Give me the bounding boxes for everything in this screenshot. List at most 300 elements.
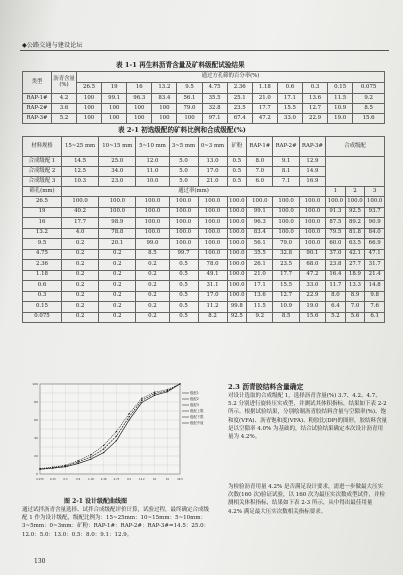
table2-cell: 100.0 bbox=[227, 218, 247, 229]
table2-cell: 17.0 bbox=[198, 167, 227, 177]
table2-cell: 21.0 bbox=[247, 270, 273, 281]
table2-cell: 17.7 bbox=[273, 270, 299, 281]
table2-cell: 12.5 bbox=[62, 167, 99, 177]
gradation-chart bbox=[26, 376, 212, 492]
table2-cell: 100.0 bbox=[227, 270, 247, 281]
table1-cell: 15.6 bbox=[353, 114, 385, 124]
table2-sieve: 4.75 bbox=[23, 249, 62, 260]
chart-point bbox=[90, 456, 91, 457]
table2-cell: 17.1 bbox=[247, 281, 273, 292]
table2-cell: 47.2 bbox=[299, 270, 325, 281]
table2-col-header: 3~5 mm bbox=[169, 137, 198, 157]
chart-x-tick-label: 2.36 bbox=[100, 478, 107, 481]
table2-col-header: RAP-1# bbox=[247, 137, 273, 157]
table2-cell: 0.2 bbox=[136, 312, 169, 323]
table2-data-row bbox=[23, 207, 385, 218]
table2-cell: 32.8 bbox=[273, 249, 299, 260]
table2-cell: 79.5 bbox=[326, 228, 346, 239]
table2-cell: 100.0 bbox=[273, 218, 299, 229]
table2-col-header: 15~25 mm bbox=[62, 137, 99, 157]
table2-cell: 0.5 bbox=[227, 177, 247, 187]
table1-sieve-header: 1.18 bbox=[252, 83, 277, 94]
table1-cell: 100 bbox=[77, 94, 102, 104]
table2 bbox=[22, 136, 385, 323]
table2-cell: 23.5 bbox=[273, 260, 299, 271]
table2-cell: 100.0 bbox=[299, 239, 325, 250]
table2-data-row bbox=[23, 228, 385, 239]
table2-col-header: RAP-2# bbox=[273, 137, 299, 157]
table2-cell: 66.9 bbox=[365, 239, 385, 250]
table2-data-row bbox=[23, 239, 385, 250]
table2-cell: 56.1 bbox=[247, 239, 273, 250]
table2-cell: 31.1 bbox=[198, 281, 227, 292]
table2-cell: 12.7 bbox=[273, 291, 299, 302]
table2-cell: 0.2 bbox=[99, 260, 136, 271]
table2-cell: 100.0 bbox=[99, 207, 136, 218]
page-number: 130 bbox=[34, 558, 46, 565]
right-paragraph-2: 为检验沥青用量 4.2% 是否满足设计要求，需进一步做最大压实次数(160 次)验证试验，以 160 次为最压实次数成型试件，并检测相关体积指标，结果如下表 2-3 所示，从中得出最佳用量 4.2% 满足最大压实次数相关指标要求。 bbox=[228, 484, 386, 515]
table2-cell: 21.0 bbox=[198, 177, 227, 187]
table1-cell: 99.1 bbox=[102, 94, 127, 104]
table2-cell: 0.2 bbox=[136, 302, 169, 313]
table2-synth-index: 3 bbox=[365, 187, 385, 197]
chart-y-tick-label: 0 bbox=[36, 472, 38, 476]
table2-cell: 0.5 bbox=[169, 302, 198, 313]
table2-cell: 14.9 bbox=[299, 167, 325, 177]
table2-cell: 5.0 bbox=[169, 157, 198, 167]
table1-cell: 100 bbox=[102, 104, 127, 114]
table1-cell: 17.1 bbox=[277, 94, 302, 104]
table2-cell: 99.0 bbox=[136, 239, 169, 250]
table2-cell: 8.1 bbox=[273, 167, 299, 177]
table2-cell: 7.1 bbox=[273, 177, 299, 187]
chart-point bbox=[116, 435, 117, 436]
table2-blank bbox=[326, 157, 385, 187]
table2-sieve: 19 bbox=[23, 207, 62, 218]
table2-col-header: RAP-3# bbox=[299, 137, 325, 157]
table2-cell: 99.8 bbox=[227, 302, 247, 313]
table2-cell: 100.0 bbox=[169, 239, 198, 250]
table2-cell: 100.0 bbox=[169, 197, 198, 208]
table1-cell: 56.1 bbox=[177, 94, 202, 104]
table1-cell: 32.8 bbox=[202, 104, 227, 114]
chart-point bbox=[65, 464, 66, 465]
table2-cell: 8.9 bbox=[345, 291, 365, 302]
table1 bbox=[22, 71, 385, 124]
table1-cell: 25.1 bbox=[227, 94, 252, 104]
chart-point bbox=[167, 389, 168, 390]
table2-sieve: 2.36 bbox=[23, 260, 62, 271]
chart-x-tick-label: 0.6 bbox=[76, 478, 81, 481]
table2-cell: 10.3 bbox=[62, 177, 99, 187]
table2-cell: 11.2 bbox=[198, 302, 227, 313]
table2-cell: 0.2 bbox=[62, 270, 99, 281]
table1-sieve-header: 2.36 bbox=[227, 83, 252, 94]
table2-cell: 100.0 bbox=[136, 228, 169, 239]
table1-cell: 100 bbox=[127, 114, 152, 124]
table2-cell: 100.0 bbox=[299, 197, 325, 208]
chart-legend-label: 级配1 bbox=[190, 391, 199, 395]
journal-header: ◆公路交通与建设论坛 bbox=[22, 42, 83, 49]
table2-cell: 34.0 bbox=[99, 167, 136, 177]
table2-cell: 90.9 bbox=[365, 218, 385, 229]
table2-sieve: 26.5 bbox=[23, 197, 62, 208]
table2-cell: 21.4 bbox=[365, 270, 385, 281]
table2-cell: 100.0 bbox=[62, 197, 99, 208]
table2-cell: 100.0 bbox=[99, 197, 136, 208]
table2-cell: 99.7 bbox=[169, 249, 198, 260]
table2-cell: 5.0 bbox=[169, 177, 198, 187]
table2-cell: 93.7 bbox=[365, 207, 385, 218]
chart-x-tick-label: 0.15 bbox=[49, 478, 56, 481]
table2-cell: 0.5 bbox=[169, 270, 198, 281]
table2-cell: 22.9 bbox=[299, 291, 325, 302]
table2-cell: 14.5 bbox=[62, 157, 99, 167]
left-paragraph: 通过试拌沥青含量选择、试拌合成级配评价计算，试验过程，最终确定合成级配 1 作为设计级配，级配比例为：15~25mm：10~15mm：5~10mm：3~5mm：0~3mm：矿粉：RAP-1#：RAP-2#：RAP-3#=14.5：25.0：12.0：5.0：13.0：0.5：8.0：9.1：12.9。 bbox=[22, 507, 210, 538]
table2-cell: 7.0 bbox=[345, 302, 365, 313]
table1-sieve-header: 0.3 bbox=[302, 83, 327, 94]
table2-cell: 0.2 bbox=[62, 312, 99, 323]
table2-cell: 100.0 bbox=[365, 197, 385, 208]
chart-point bbox=[128, 416, 129, 417]
table2-cell: 100.0 bbox=[247, 197, 273, 208]
table2-sieve: 0.6 bbox=[23, 281, 62, 292]
table2-cell: 5.0 bbox=[169, 167, 198, 177]
table2-col-header: 5~10 mm bbox=[136, 137, 169, 157]
table2-cell: 96.3 bbox=[247, 218, 273, 229]
table2-cell: 16.4 bbox=[326, 270, 346, 281]
table2-cell: 49.1 bbox=[198, 270, 227, 281]
chart-legend-label: 级配中值 bbox=[190, 421, 204, 425]
table2-cell: 100.0 bbox=[169, 218, 198, 229]
table2-cell: 8.0 bbox=[326, 291, 346, 302]
chart-point bbox=[154, 395, 155, 396]
chart-point bbox=[77, 461, 78, 462]
table2-cell: 0.2 bbox=[136, 291, 169, 302]
table2-cell: 0.2 bbox=[136, 281, 169, 292]
table1-cell: 47.2 bbox=[252, 114, 277, 124]
right-paragraph-1: 对设计选取的合成级配 1，选择沥青含量(%) 3.7、4.2、4.7、5.2 分别进行旋转压实成型，并测试其体积指标，结果如下表 2-2 所示。根据试验结果，分别绘制沥青胶结料含量与空隙率(%)、饱和度(VFA)、沥青饱和度(VFA)、粉胶比(DP)的图形，胶结料含量是以空隙率 4.0% 为基础的，结合试验结果确定本次设计沥青用量为 4.2%。 bbox=[228, 393, 388, 441]
table2-cell: 6.1 bbox=[365, 312, 385, 323]
table2-pass-label: 通过率(mm) bbox=[62, 187, 326, 197]
chart-x-tick-label: 1.18 bbox=[88, 478, 94, 481]
table2-cell: 100.0 bbox=[227, 291, 247, 302]
table2-cell: 100.0 bbox=[299, 218, 325, 229]
table2-cell: 27.7 bbox=[345, 260, 365, 271]
table2-cell: 0.2 bbox=[99, 312, 136, 323]
table1-cell: 23.5 bbox=[227, 104, 252, 114]
table1-cell: 100 bbox=[152, 114, 177, 124]
table2-cell: 0.2 bbox=[62, 291, 99, 302]
chart-point bbox=[103, 445, 104, 446]
chart-x-tick-label: 13.2 bbox=[138, 478, 145, 481]
table2-cell: 0.5 bbox=[169, 260, 198, 271]
table1-row bbox=[23, 114, 385, 124]
chart-point bbox=[103, 448, 104, 449]
table2-cell: 8.2 bbox=[198, 312, 227, 323]
table2-sieve: 0.3 bbox=[23, 291, 62, 302]
table2-cell: 0.5 bbox=[227, 157, 247, 167]
table2-cell: 60.0 bbox=[326, 239, 346, 250]
table2-cell: 100.0 bbox=[198, 228, 227, 239]
table2-cell: 9.8 bbox=[365, 291, 385, 302]
table2-cell: 25.0 bbox=[99, 157, 136, 167]
table2-data-row bbox=[23, 291, 385, 302]
table1-cell: 22.9 bbox=[302, 114, 327, 124]
table1-row-name: RAP-3# bbox=[23, 114, 52, 124]
table2-cell: 13.0 bbox=[198, 157, 227, 167]
table2-cell: 14.8 bbox=[365, 281, 385, 292]
chart-x-tick-label: 0.075 bbox=[36, 478, 44, 481]
table2-cell: 31.7 bbox=[365, 260, 385, 271]
table1-cell: 100 bbox=[127, 104, 152, 114]
figure-caption: 图 2-1 设计级配曲线图 bbox=[64, 498, 128, 505]
table2-cell: 0.5 bbox=[169, 281, 198, 292]
table2-cell: 100.0 bbox=[326, 197, 346, 208]
table2-cell: 100.0 bbox=[198, 197, 227, 208]
table2-cell: 7.6 bbox=[365, 302, 385, 313]
table2-data-row bbox=[23, 218, 385, 229]
table1-cell: 100 bbox=[102, 114, 127, 124]
table2-cell: 100.0 bbox=[198, 218, 227, 229]
chart-x-tick-label: 4.75 bbox=[113, 478, 120, 481]
table2-cell: 81.8 bbox=[345, 228, 365, 239]
table2-pass-label-row bbox=[23, 187, 385, 197]
table2-cell: 8.0 bbox=[247, 157, 273, 167]
table2-cell: 90.1 bbox=[299, 249, 325, 260]
table1-row-name: RAP-1# bbox=[23, 94, 52, 104]
table1-cell: 79.0 bbox=[177, 104, 202, 114]
table1-cell: 17.7 bbox=[252, 104, 277, 114]
table2-cell: 100.0 bbox=[227, 260, 247, 271]
table2-cell: 8.5 bbox=[273, 312, 299, 323]
table1-row bbox=[23, 104, 385, 114]
table2-cell: 5.6 bbox=[345, 312, 365, 323]
table2-cell: 0.2 bbox=[99, 302, 136, 313]
table2-cell: 100.0 bbox=[136, 218, 169, 229]
table2-cell: 100.0 bbox=[273, 207, 299, 218]
table2-mix-row bbox=[23, 157, 385, 167]
table1-cell: 100 bbox=[77, 114, 102, 124]
table2-caption: 表 2-1 初选级配的矿料比例和合成级配(%) bbox=[118, 126, 246, 134]
chart-point bbox=[77, 460, 78, 461]
chart-y-tick-label: 80 bbox=[34, 400, 38, 404]
table2-cell: 37.0 bbox=[326, 249, 346, 260]
table2-cell: 100.0 bbox=[299, 228, 325, 239]
chart-point bbox=[103, 452, 104, 453]
table2-head-synth: 合成级配 bbox=[326, 137, 385, 157]
table2-cell: 6.4 bbox=[326, 302, 346, 313]
table2-row-name: 合成级配 3 bbox=[23, 177, 62, 187]
table1-caption: 表 1-1 再生料沥青含量及矿料级配试验结果 bbox=[116, 61, 245, 69]
table2-cell: 100.0 bbox=[136, 207, 169, 218]
chart-legend-label: 级配3 bbox=[190, 403, 199, 407]
chart-point bbox=[116, 440, 117, 441]
table2-data-row bbox=[23, 197, 385, 208]
chart-legend-label: 级配上限 bbox=[190, 409, 204, 413]
table2-cell: 99.1 bbox=[247, 207, 273, 218]
table1-sieve-header: 13.2 bbox=[152, 83, 177, 94]
table2-row-name: 合成级配 2 bbox=[23, 167, 62, 177]
table2-cell: 0.2 bbox=[62, 260, 99, 271]
table1-cell: 35.5 bbox=[202, 94, 227, 104]
chart-point bbox=[128, 413, 129, 414]
table1-sieve-header: 16 bbox=[127, 83, 152, 94]
table2-cell: 33.0 bbox=[299, 281, 325, 292]
table2-data-row bbox=[23, 281, 385, 292]
chart-point bbox=[141, 400, 142, 401]
table2-cell: 15.5 bbox=[273, 281, 299, 292]
table2-cell: 68.0 bbox=[299, 260, 325, 271]
table1-cell: 15.5 bbox=[277, 104, 302, 114]
table2-cell: 0.2 bbox=[62, 281, 99, 292]
table2-cell: 100.0 bbox=[169, 228, 198, 239]
table2-synth-index: 2 bbox=[345, 187, 365, 197]
table2-sieve: 0.075 bbox=[23, 312, 62, 323]
table2-cell: 8.5 bbox=[136, 249, 169, 260]
table2-cell: 40.2 bbox=[62, 207, 99, 218]
table2-data-row bbox=[23, 312, 385, 323]
table1-sieve-header: 26.5 bbox=[77, 83, 102, 94]
header-rule bbox=[20, 50, 389, 51]
table2-cell: 7.0 bbox=[247, 167, 273, 177]
table2-sieve: 0.15 bbox=[23, 302, 62, 313]
table2-cell: 47.1 bbox=[365, 249, 385, 260]
table1-cell: 12.7 bbox=[302, 104, 327, 114]
table2-cell: 17.0 bbox=[198, 291, 227, 302]
table2-cell: 11.0 bbox=[136, 167, 169, 177]
table1-sieve-header: 0.15 bbox=[328, 83, 353, 94]
table2-cell: 100.0 bbox=[227, 228, 247, 239]
table2-cell: 100.0 bbox=[169, 207, 198, 218]
table1-cell: 83.4 bbox=[152, 94, 177, 104]
table2-cell: 26.1 bbox=[247, 260, 273, 271]
table2-col-header: 0~3 mm bbox=[198, 137, 227, 157]
chart-x-tick-label: 19 bbox=[165, 478, 169, 481]
table1-cell: 4.2 bbox=[52, 94, 77, 104]
table2-sieve: 9.5 bbox=[23, 239, 62, 250]
table1-head-content: 沥青含量(%) bbox=[52, 72, 77, 94]
table2-cell: 100.0 bbox=[345, 197, 365, 208]
table1-cell: 13.6 bbox=[302, 94, 327, 104]
table2-sieve: 13.2 bbox=[23, 228, 62, 239]
table2-cell: 5.2 bbox=[326, 312, 346, 323]
table2-data-row bbox=[23, 249, 385, 260]
table1-cell: 19.0 bbox=[328, 114, 353, 124]
table2-cell: 78.0 bbox=[198, 260, 227, 271]
table2-cell: 42.1 bbox=[345, 249, 365, 260]
table2-cell: 100.0 bbox=[198, 207, 227, 218]
table2-cell: 0.2 bbox=[62, 249, 99, 260]
table2-cell: 100.0 bbox=[227, 239, 247, 250]
table2-cell: 9.1 bbox=[273, 157, 299, 167]
table2-cell: 0.5 bbox=[227, 167, 247, 177]
chart-x-tick-label: 16 bbox=[152, 478, 157, 481]
table2-cell: 35.5 bbox=[247, 249, 273, 260]
chart-y-tick-label: 60 bbox=[34, 418, 38, 422]
table1-row-name: RAP-2# bbox=[23, 104, 52, 114]
table2-cell: 13.6 bbox=[247, 291, 273, 302]
table1-cell: 3.6 bbox=[52, 104, 77, 114]
table2-cell: 23.0 bbox=[99, 177, 136, 187]
table2-cell: 89.2 bbox=[345, 218, 365, 229]
table2-cell: 16.9 bbox=[299, 177, 325, 187]
gradation-figure bbox=[26, 376, 212, 492]
chart-point bbox=[179, 383, 180, 384]
table2-cell: 9.2 bbox=[247, 312, 273, 323]
table1-cell: 9.2 bbox=[353, 94, 385, 104]
table2-cell: 0.2 bbox=[99, 291, 136, 302]
table2-cell: 0.2 bbox=[99, 249, 136, 260]
chart-point bbox=[90, 454, 91, 455]
table2-cell: 13.3 bbox=[345, 281, 365, 292]
table2-cell: 0.2 bbox=[136, 270, 169, 281]
table2-cell: 0.2 bbox=[136, 260, 169, 271]
table2-cell: 100.0 bbox=[299, 207, 325, 218]
table2-cell: 100.0 bbox=[198, 249, 227, 260]
table2-cell: 0.2 bbox=[62, 239, 99, 250]
table2-cell: 98.9 bbox=[99, 218, 136, 229]
chart-point bbox=[154, 391, 155, 392]
table1-sieve-header: 0.6 bbox=[277, 83, 302, 94]
table2-cell: 78.8 bbox=[99, 228, 136, 239]
table2-col-header: 矿粉 bbox=[227, 137, 247, 157]
table2-cell: 20.1 bbox=[99, 239, 136, 250]
table2-cell: 0.5 bbox=[169, 312, 198, 323]
table1-cell: 100 bbox=[152, 104, 177, 114]
chart-point bbox=[128, 419, 129, 420]
table1-cell: 100 bbox=[77, 104, 102, 114]
chart-x-tick-label: 9.5 bbox=[127, 478, 132, 481]
table2-cell: 100.0 bbox=[227, 197, 247, 208]
table1-sieve-header: 19 bbox=[102, 83, 127, 94]
chart-point bbox=[141, 402, 142, 403]
chart-legend-label: 级配2 bbox=[190, 397, 199, 401]
table2-cell: 11.7 bbox=[326, 281, 346, 292]
table1-cell: 21.0 bbox=[252, 94, 277, 104]
table1-cell: 97.1 bbox=[202, 114, 227, 124]
chart-point bbox=[52, 466, 53, 467]
chart-y-tick-label: 20 bbox=[34, 454, 38, 458]
table1-head-group: 通过方孔筛的百分率(%) bbox=[77, 72, 385, 83]
table2-cell: 6.0 bbox=[247, 177, 273, 187]
table2-cell: 15.6 bbox=[299, 312, 325, 323]
chart-y-tick-label: 40 bbox=[34, 436, 38, 440]
table1-sieve-header: 9.5 bbox=[177, 83, 202, 94]
table2-cell: 0.2 bbox=[99, 270, 136, 281]
chart-x-tick-label: 26.5 bbox=[177, 478, 183, 481]
section-title: 2.3 沥青胶结料含量确定 bbox=[228, 383, 304, 391]
table1-cell: 33.0 bbox=[277, 114, 302, 124]
table2-sieve-label: 筛孔(mm) bbox=[23, 187, 62, 197]
table2-cell: 79.0 bbox=[273, 239, 299, 250]
chart-point bbox=[141, 398, 142, 399]
table1-head-type: 类型 bbox=[23, 72, 52, 94]
table2-sieve: 16 bbox=[23, 218, 62, 229]
table2-cell: 100.0 bbox=[136, 197, 169, 208]
table2-cell: 91.3 bbox=[326, 207, 346, 218]
table2-cell: 23.8 bbox=[326, 260, 346, 271]
chart-point bbox=[90, 459, 91, 460]
table1-cell: 67.4 bbox=[227, 114, 252, 124]
table2-data-row bbox=[23, 270, 385, 281]
table2-cell: 100.0 bbox=[227, 249, 247, 260]
table1-cell: 100 bbox=[177, 114, 202, 124]
table2-cell: 87.5 bbox=[326, 218, 346, 229]
table2-cell: 63.5 bbox=[345, 239, 365, 250]
table2-cell: 100.0 bbox=[273, 228, 299, 239]
table2-cell: 11.5 bbox=[247, 302, 273, 313]
